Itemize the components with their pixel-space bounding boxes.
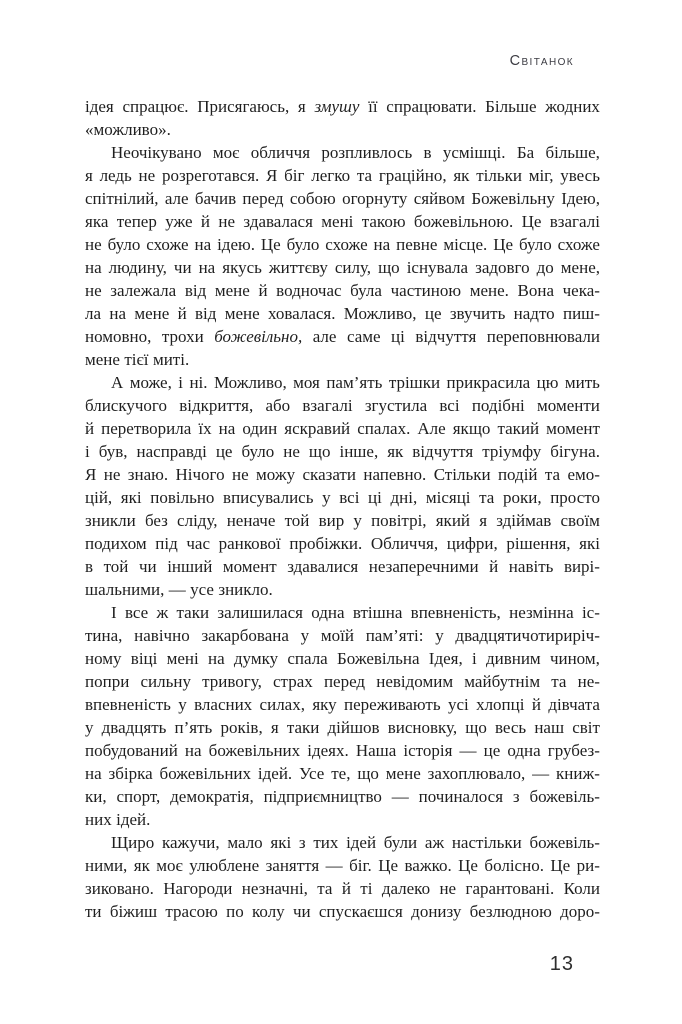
- text-line: яка тепер уже й не здавалася мені такою божевільною. Це взагалі: [85, 212, 600, 231]
- text-line: в той чи інший момент здавалися незаперечними й навіть вирі-: [85, 557, 600, 576]
- text-line: цій, які повільно вписувались у всі ці дні, місяці та роки, просто: [85, 488, 600, 507]
- text-line: не було схоже на ідею. Це було схоже на певне місце. Це було схоже: [85, 235, 600, 254]
- text-line: подихом під час ранкової пробіжки. Обличчя, цифри, рішення, які: [85, 534, 600, 553]
- text-line: на збірка божевільних ідей. Усе те, що мене захоплювало, — книж-: [85, 764, 600, 783]
- text-line: Неочікувано моє обличчя розпливлось в усмішці. Ба більше,: [111, 143, 600, 162]
- text-line: номовно, трохи божевільно, але саме ці відчуття переповнювали: [85, 327, 600, 346]
- running-head-chapter-title: Світанок: [509, 53, 574, 69]
- text-line: ному віці мені на думку спала Божевільна Ідея, і дивним чином,: [85, 649, 600, 668]
- text-line: побудований на божевільних ідеях. Наша історія — це одна грубез-: [85, 741, 600, 760]
- text-line: у двадцять п’ять років, я таки дійшов висновку, що весь наш світ: [85, 718, 600, 737]
- text-line: ідея спрацює. Присягаюсь, я змушу її спрацювати. Більше жодних: [85, 97, 600, 116]
- page-number: 13: [549, 953, 574, 975]
- text-line: я ледь не розреготався. Я біг легко та граційно, як тільки міг, увесь: [85, 166, 600, 185]
- text-line: впевненість у власних силах, яку переживають усі хлопці й дівчата: [85, 695, 600, 714]
- text-line: й перетворила їх на один яскравий спалах. Але якщо такий момент: [85, 419, 600, 438]
- text-line: зиковано. Нагороди незначні, та й ті далеко не гарантовані. Коли: [85, 879, 600, 898]
- text-line: мене тієї миті.: [85, 350, 190, 369]
- text-line: ти біжиш трасою по колу чи спускаєшся донизу безлюдною доро-: [85, 902, 600, 921]
- text-line: Щиро кажучи, мало які з тих ідей були аж настільки божевіль-: [111, 833, 600, 852]
- text-line: спітнілий, але бачив перед собою огорнуту сяйвом Божевільну Ідею,: [85, 189, 600, 208]
- text-line: ки, спорт, демократія, підприємництво — починалося з божевіль-: [85, 787, 600, 806]
- text-line: ла на мене й від мене ховалася. Можливо, це звучить надто пиш-: [85, 304, 600, 323]
- text-line: І все ж таки залишилася одна втішна впевненість, незмінна іс-: [111, 603, 600, 622]
- text-line: блискучого відкриття, або взагалі згустила всі подібні моменти: [85, 396, 600, 415]
- text-line: «можливо».: [85, 120, 171, 139]
- text-line: на людину, чи на якусь життєву силу, що існувала задовго до мене,: [85, 258, 600, 277]
- text-line: не залежала від мене й водночас була частиною мене. Вона чека-: [85, 281, 600, 300]
- text-line: них ідей.: [85, 810, 151, 829]
- text-block: [85, 95, 600, 923]
- text-line: попри сильну тривогу, страх перед невідомим майбутнім та не-: [85, 672, 600, 691]
- text-line: Я не знаю. Нічого не можу сказати напевно. Стільки подій та емо-: [85, 465, 600, 484]
- text-line: тина, навічно закарбована у моїй пам’яті: у двадцятичотириріч-: [85, 626, 600, 645]
- text-line: і був, насправді це було не що інше, як відчуття тріумфу бігуна.: [85, 442, 600, 461]
- text-line: шальними, — усе зникло.: [85, 580, 273, 599]
- text-line: зникли без сліду, неначе той вир у повітрі, який я здіймав своїм: [85, 511, 600, 530]
- text-line: ними, як моє улюблене заняття — біг. Це важко. Це болісно. Це ри-: [85, 856, 600, 875]
- text-line: А може, і ні. Можливо, моя пам’ять трішки прикрасила цю мить: [111, 373, 600, 392]
